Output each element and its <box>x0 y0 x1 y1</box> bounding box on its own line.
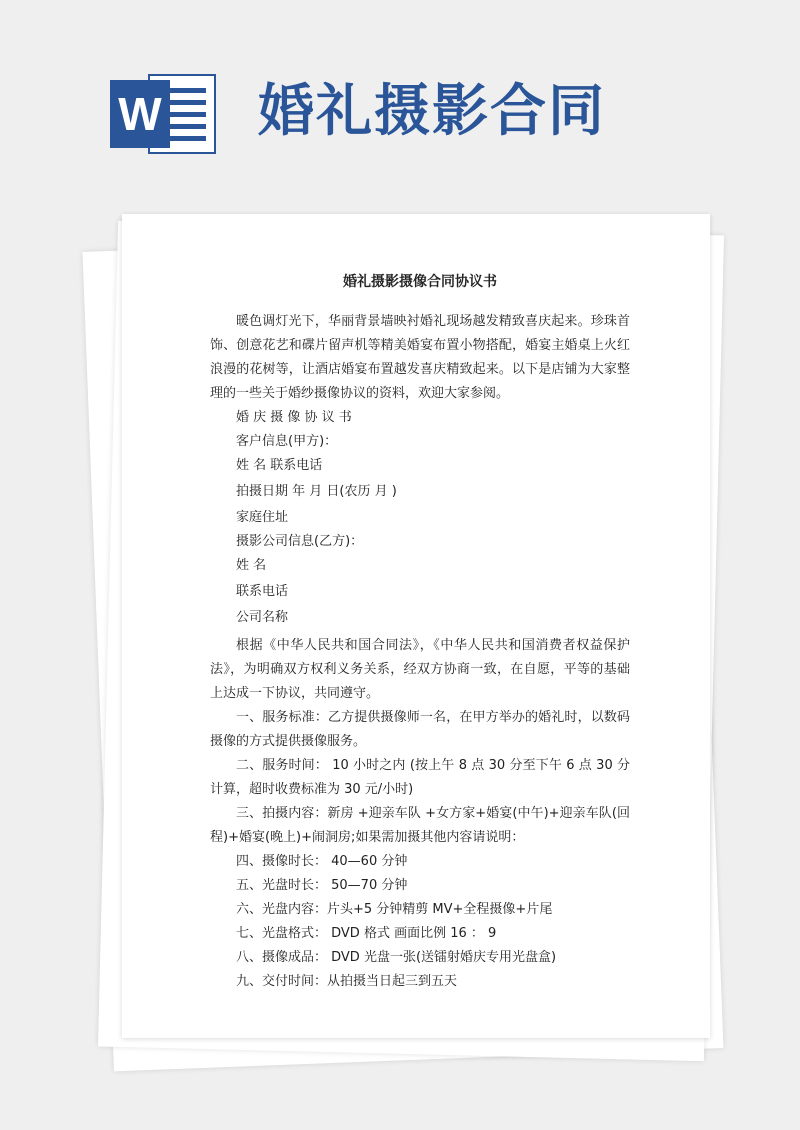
document-title: 婚礼摄影摄像合同协议书 <box>343 274 497 290</box>
company-field-company: 公司名称 <box>236 610 289 625</box>
term-service-standard: 一、服务标准：乙方提供摄像师一名，在甲方举办的婚礼时，以数码摄像的方式提供摄像服务。 <box>210 710 630 749</box>
term-product: 八、摄像成品： DVD 光盘一张(送镭射婚庆专用光盘盒) <box>236 950 557 965</box>
term-disc-content: 六、光盘内容：片头+5 分钟精剪 MV+全程摄像+片尾 <box>236 902 553 917</box>
header <box>0 0 800 200</box>
company-field-phone: 联系电话 <box>236 584 289 599</box>
client-info-heading: 客户信息(甲方)： <box>236 434 338 449</box>
client-field-date: 拍摄日期 年 月 日(农历 月 ) <box>236 484 397 499</box>
basis-paragraph: 根据《中华人民共和国合同法》，《中华人民共和国消费者权益保护法》，为明确双方权利义务关系，经双方协商一致，在自愿，平等的基础上达成一下协议，共同遵守。 <box>210 638 630 701</box>
agreement-subtitle: 婚 庆 摄 像 协 议 书 <box>236 410 352 425</box>
page-title: 婚礼摄影合同 <box>258 79 606 144</box>
intro-paragraph: 暖色调灯光下，华丽背景墙映衬婚礼现场越发精致喜庆起来。珍珠首饰、创意花艺和碟片留声机等精美婚宴布置小物搭配，婚宴主婚桌上火红浪漫的花树等，让酒店婚宴布置越发喜庆精致起来。以下是店铺为大家整理的一些关于婚纱摄像协议的资料，欢迎大家参阅。 <box>210 314 630 401</box>
term-duration: 四、摄像时长： 40—60 分钟 <box>236 854 408 869</box>
client-field-address: 家庭住址 <box>236 510 289 525</box>
document-body <box>210 258 630 994</box>
word-document-icon <box>110 68 218 160</box>
client-field-name-phone: 姓 名 联系电话 <box>236 458 323 473</box>
term-disc-length: 五、光盘时长： 50—70 分钟 <box>236 878 408 893</box>
term-service-time: 二、服务时间： 10 小时之内 (按上午 8 点 30 分至下午 6 点 30 分计算，超时收费标准为 30 元/小时) <box>210 758 630 797</box>
company-info-heading: 摄影公司信息(乙方)： <box>236 534 364 549</box>
term-shoot-content: 三、拍摄内容：新房 +迎亲车队 +女方家+婚宴(中午)+迎亲车队(回程)+婚宴(晚上)+闹洞房;如果需加摄其他内容请说明： <box>210 806 630 845</box>
term-delivery: 九、交付时间：从拍摄当日起三到五天 <box>236 974 458 989</box>
word-logo-badge: W <box>110 80 170 148</box>
company-field-name: 姓 名 <box>236 558 267 573</box>
term-disc-format: 七、光盘格式： DVD 格式 画面比例 16 ： 9 <box>236 926 497 941</box>
